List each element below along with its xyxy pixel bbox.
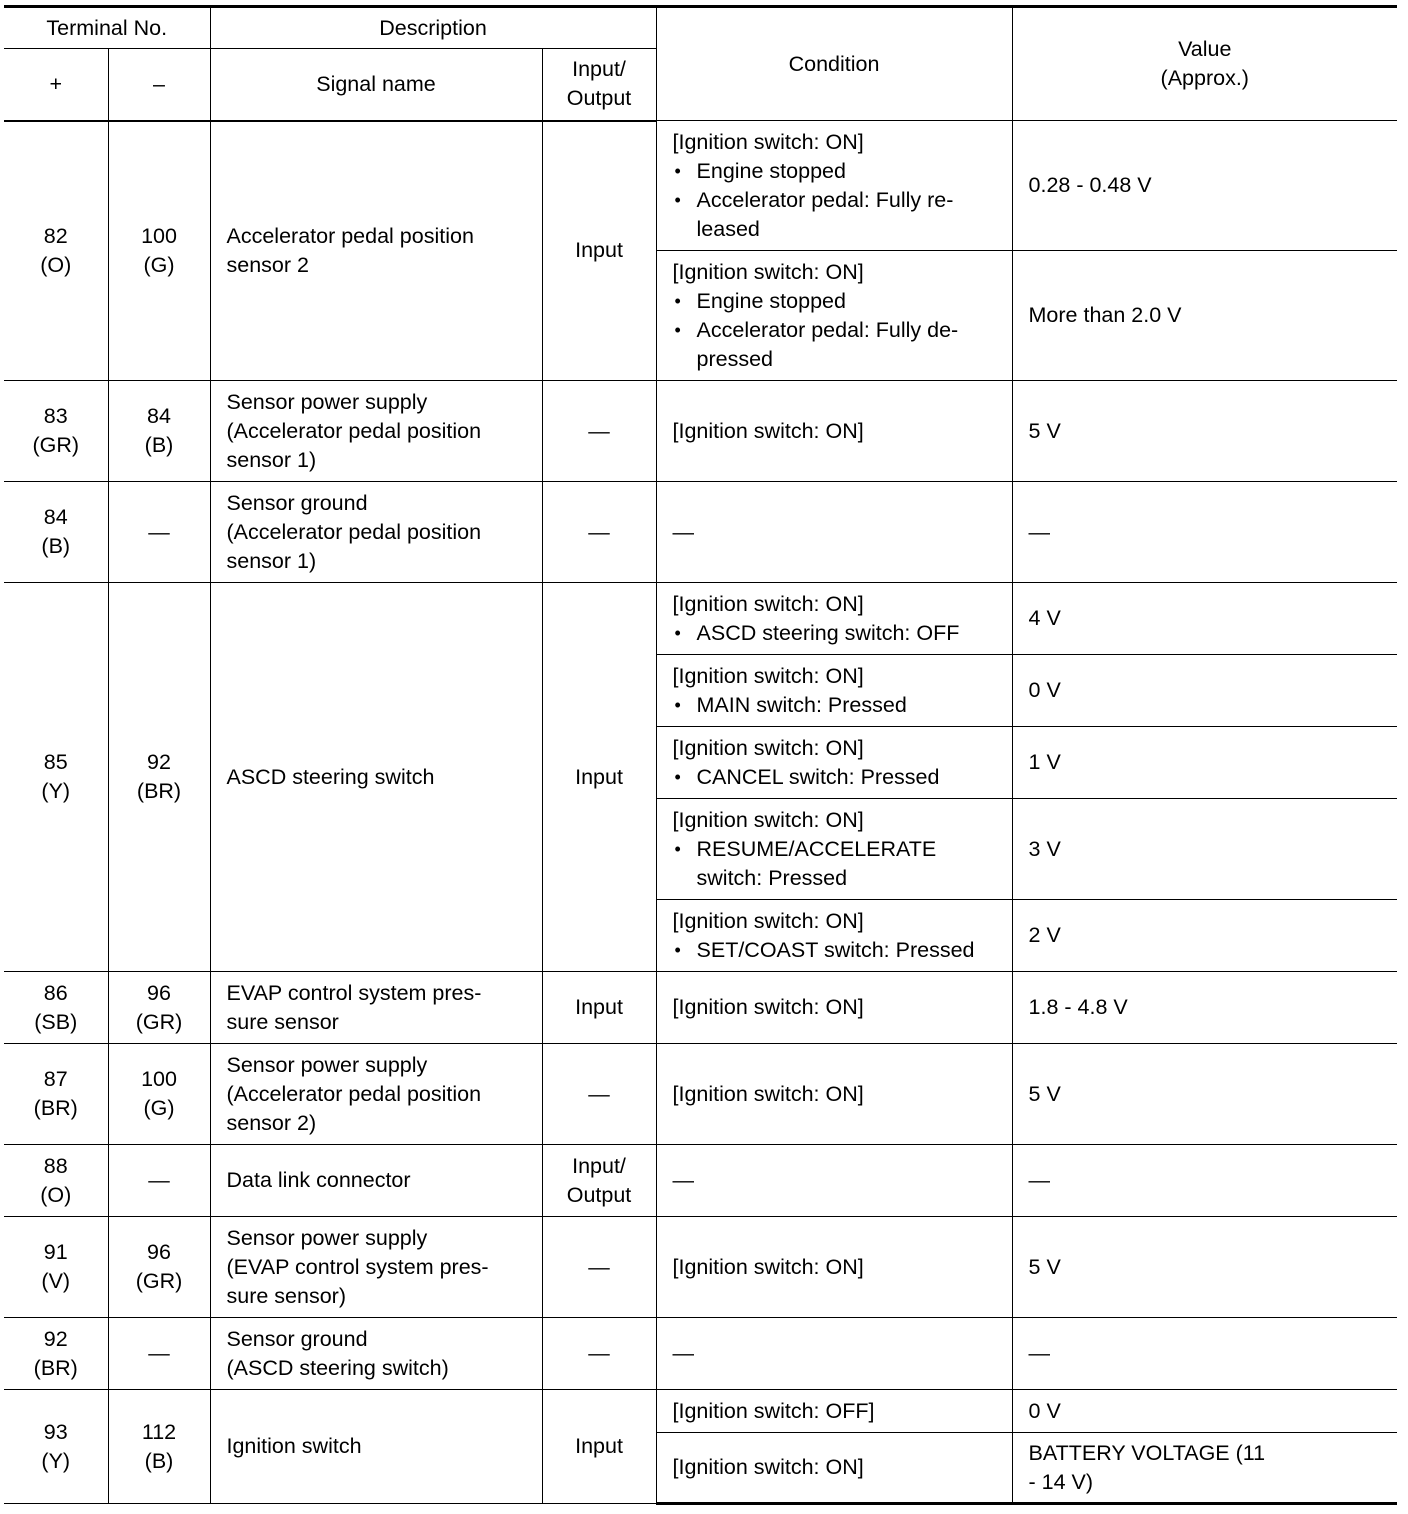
terminal-plus-wire-color: (Y): [41, 779, 71, 803]
value-text: 5 V: [1028, 418, 1061, 443]
terminal-plus: [4, 1390, 108, 1504]
header-value-label: Value: [1178, 37, 1232, 61]
terminal-minus-number: 100: [141, 1067, 177, 1091]
signal-name: [210, 1145, 542, 1217]
terminal-minus-number: 84: [147, 404, 171, 428]
input-output-value: —: [588, 519, 610, 544]
terminal-minus: [108, 1318, 210, 1390]
input-output: [542, 1145, 656, 1217]
condition: [656, 1217, 1012, 1318]
terminal-minus-number: —: [148, 519, 170, 544]
header-row-1: [4, 7, 1397, 49]
condition-bullet-item: • MAIN switch: Pressed: [673, 691, 1006, 720]
signal-name: [210, 972, 542, 1044]
terminal-minus-number: —: [148, 1168, 170, 1192]
terminal-plus: [4, 121, 108, 381]
value: [1012, 1390, 1397, 1433]
table-row: [4, 1145, 1397, 1217]
condition-head: —: [672, 519, 695, 544]
terminal-minus: [108, 1217, 210, 1318]
terminal-minus-number: 92: [147, 750, 171, 774]
signal-name-line: Data link connector: [226, 1168, 411, 1192]
condition: [656, 1433, 1012, 1504]
condition-bullets: [673, 691, 1006, 720]
table-row: [4, 482, 1397, 583]
terminal-minus-number: 112: [141, 1419, 177, 1444]
terminal-plus-wire-color: (B): [41, 534, 71, 558]
input-output-value: Input: [575, 995, 623, 1019]
value-text: 5 V: [1028, 1254, 1061, 1279]
terminal-minus-wire-color: (G): [143, 1096, 175, 1120]
signal-name-line: sensor 1): [226, 447, 317, 472]
condition-bullet-item: • SET/COAST switch: Pressed: [673, 936, 1006, 965]
terminal-minus-wire-color: (GR): [135, 1269, 183, 1293]
condition: [656, 900, 1012, 972]
condition: [656, 727, 1012, 799]
signal-name: [210, 381, 542, 482]
terminal-plus: [4, 1217, 108, 1318]
condition: [656, 1044, 1012, 1145]
input-output-value: —: [588, 1254, 610, 1279]
condition-head: [Ignition switch: ON]: [672, 735, 864, 760]
terminal-plus-number: 84: [43, 505, 68, 529]
value: [1012, 121, 1397, 251]
table-body: [4, 121, 1397, 1504]
table-row: [4, 1390, 1397, 1433]
condition-head: [Ignition switch: OFF]: [672, 1398, 875, 1423]
terminal-plus-number: 92: [43, 1326, 68, 1351]
value: [1012, 1217, 1397, 1318]
terminal-plus-wire-color: (V): [41, 1269, 71, 1293]
signal-name-line: ASCD steering switch: [226, 764, 435, 789]
terminal-minus: [108, 1145, 210, 1217]
terminal-plus: [4, 972, 108, 1044]
input-output-value: Input/ Output: [566, 1153, 632, 1207]
signal-name: [210, 121, 542, 381]
signal-name-line: (Accelerator pedal position: [226, 418, 482, 443]
signal-name: [210, 583, 542, 972]
signal-name-line: (Accelerator pedal position: [226, 519, 482, 544]
table-row: [4, 972, 1397, 1044]
signal-name-line: sure sensor): [226, 1283, 346, 1308]
terminal-plus-number: 88: [43, 1153, 68, 1178]
signal-name: [210, 1217, 542, 1318]
terminal-plus: [4, 583, 108, 972]
signal-name-line: sensor 2): [226, 1110, 317, 1135]
value-text: 0.28 - 0.48 V: [1028, 173, 1152, 197]
value-text: —: [1028, 519, 1051, 544]
terminal-minus: [108, 381, 210, 482]
signal-name: [210, 1044, 542, 1145]
input-output-value: Input: [575, 1434, 623, 1458]
value: [1012, 482, 1397, 583]
header-condition: Condition: [656, 7, 1012, 121]
condition: [656, 251, 1012, 381]
value-text: 1 V: [1028, 750, 1061, 774]
condition: [656, 972, 1012, 1044]
terminal-plus-number: 82: [43, 223, 68, 248]
condition: [656, 121, 1012, 251]
input-output: [542, 121, 656, 381]
condition-head: [Ignition switch: ON]: [672, 129, 864, 154]
signal-name-line: Sensor ground: [226, 490, 368, 515]
terminal-plus: [4, 1145, 108, 1217]
header-minus: –: [108, 49, 210, 121]
input-output-value: Input: [575, 764, 623, 789]
terminal-minus-wire-color: (BR): [136, 779, 182, 803]
table-row: [4, 381, 1397, 482]
value: [1012, 655, 1397, 727]
condition: [656, 655, 1012, 727]
terminal-minus-wire-color: (B): [144, 433, 174, 457]
signal-name-line: EVAP control system pres-: [226, 980, 482, 1005]
condition-bullet-item: • ASCD steering switch: OFF: [673, 619, 1006, 648]
value: [1012, 1044, 1397, 1145]
terminal-plus-wire-color: (BR): [33, 1096, 78, 1120]
condition: [656, 381, 1012, 482]
condition-bullets: [673, 936, 1006, 965]
header-io-line-1: Input/: [572, 57, 626, 82]
condition: [656, 482, 1012, 583]
condition-bullet-item: • RESUME/ACCELERATE switch: Pressed: [673, 835, 1006, 893]
signal-name-line: Accelerator pedal position: [226, 223, 474, 248]
terminal-plus-number: 87: [43, 1067, 68, 1091]
terminal-plus-wire-color: (Y): [41, 1448, 71, 1473]
condition-head: —: [672, 1341, 695, 1365]
terminal-plus-wire-color: (BR): [33, 1355, 78, 1380]
terminal-minus: [108, 482, 210, 583]
value-text: More than 2.0 V: [1028, 303, 1182, 327]
input-output: [542, 972, 656, 1044]
condition: [656, 1390, 1012, 1433]
signal-name-line: sure sensor: [226, 1009, 339, 1034]
table-row: [4, 583, 1397, 655]
terminal-plus: [4, 1318, 108, 1390]
value-text: —: [1028, 1341, 1051, 1365]
condition-head: [Ignition switch: ON]: [672, 663, 864, 688]
terminal-minus: [108, 1044, 210, 1145]
table-row: [4, 1217, 1397, 1318]
condition-head: [Ignition switch: ON]: [672, 1254, 864, 1279]
header-signal-name: Signal name: [210, 49, 542, 121]
signal-name-line: Sensor power supply: [226, 1052, 428, 1077]
header-description: Description: [210, 7, 656, 49]
signal-name-line: (ASCD steering switch): [226, 1355, 449, 1380]
signal-name-line: sensor 1): [226, 548, 317, 573]
table-row: [4, 1044, 1397, 1145]
terminal-plus-wire-color: (SB): [34, 1009, 78, 1034]
signal-name: [210, 482, 542, 583]
value-text: BATTERY VOLTAGE (11 - 14 V): [1028, 1440, 1266, 1494]
input-output-value: Input: [575, 238, 623, 263]
value-text: 4 V: [1028, 606, 1061, 630]
signal-name-line: Ignition switch: [226, 1434, 362, 1458]
condition: [656, 1145, 1012, 1217]
condition-head: [Ignition switch: ON]: [672, 259, 864, 284]
header-terminal-no: Terminal No.: [4, 7, 210, 49]
header-value: [1012, 7, 1397, 121]
input-output: [542, 1217, 656, 1318]
table-row: [4, 121, 1397, 251]
terminal-plus: [4, 1044, 108, 1145]
terminal-plus-number: 83: [43, 404, 68, 428]
terminal-minus: [108, 972, 210, 1044]
value: [1012, 900, 1397, 972]
condition-bullets: [673, 619, 1006, 648]
header-value-approx: (Approx.): [1160, 66, 1249, 90]
terminal-plus-wire-color: (GR): [32, 433, 80, 457]
condition-head: [Ignition switch: ON]: [672, 908, 864, 933]
signal-name-line: Sensor power supply: [226, 389, 428, 414]
value: [1012, 972, 1397, 1044]
signal-name-line: (EVAP control system pres-: [226, 1254, 489, 1279]
terminal-plus-wire-color: (O): [40, 1182, 72, 1207]
value: [1012, 727, 1397, 799]
terminal-minus-wire-color: (B): [144, 1448, 174, 1473]
input-output: [542, 583, 656, 972]
terminal-minus-wire-color: (G): [143, 252, 175, 277]
condition-bullets: [673, 763, 1006, 792]
condition-head: [Ignition switch: ON]: [672, 807, 864, 832]
table-row: [4, 1318, 1397, 1390]
terminal-minus: [108, 1390, 210, 1504]
input-output-value: —: [588, 1081, 610, 1106]
condition-bullets: [673, 157, 1006, 244]
terminal-plus-number: 86: [43, 980, 68, 1005]
condition: [656, 1318, 1012, 1390]
condition-head: [Ignition switch: ON]: [672, 995, 864, 1019]
terminal-minus-number: 100: [141, 223, 177, 248]
header-io-line-2: Output: [566, 86, 632, 111]
terminal-minus-wire-color: (GR): [135, 1009, 183, 1034]
value: [1012, 381, 1397, 482]
condition-bullet-item: • Accelerator pedal: Fully re-leased: [673, 186, 1006, 244]
terminal-minus: [108, 583, 210, 972]
value-text: 0 V: [1028, 1398, 1061, 1423]
value-text: 3 V: [1028, 836, 1061, 861]
signal-name-line: Sensor power supply: [226, 1225, 428, 1250]
value: [1012, 1433, 1397, 1504]
signal-name-line: sensor 2: [226, 252, 309, 277]
value-text: 5 V: [1028, 1081, 1061, 1106]
value: [1012, 583, 1397, 655]
input-output: [542, 381, 656, 482]
value: [1012, 799, 1397, 900]
terminal-plus-number: 91: [43, 1240, 68, 1264]
signal-name-line: Sensor ground: [226, 1326, 368, 1351]
terminal-plus: [4, 381, 108, 482]
value: [1012, 251, 1397, 381]
terminal-plus-number: 85: [43, 750, 68, 774]
terminal-plus: [4, 482, 108, 583]
signal-name-line: (Accelerator pedal position: [226, 1081, 482, 1106]
input-output: [542, 1044, 656, 1145]
terminal-plus-number: 93: [43, 1419, 68, 1444]
terminal-minus-number: 96: [147, 980, 171, 1005]
value: [1012, 1145, 1397, 1217]
condition-head: [Ignition switch: ON]: [672, 1081, 864, 1106]
input-output: [542, 1318, 656, 1390]
terminal-minus-number: —: [148, 1341, 170, 1365]
signal-name: [210, 1318, 542, 1390]
terminal-spec-table: [4, 5, 1397, 1505]
value-text: 0 V: [1028, 678, 1061, 702]
input-output-value: —: [588, 418, 610, 443]
condition-bullets: [673, 287, 1006, 374]
input-output: [542, 482, 656, 583]
condition-head: [Ignition switch: ON]: [672, 418, 864, 443]
condition-head: —: [672, 1168, 695, 1192]
header-input-output: [542, 49, 656, 121]
terminal-minus: [108, 121, 210, 381]
condition: [656, 799, 1012, 900]
condition-head: [Ignition switch: ON]: [672, 1455, 864, 1479]
header-plus: +: [4, 49, 108, 121]
condition-bullet-item: • Accelerator pedal: Fully de-pressed: [673, 316, 1006, 374]
condition-bullets: [673, 835, 1006, 893]
condition-bullet-item: • Engine stopped: [673, 157, 1006, 186]
value-text: 2 V: [1028, 923, 1061, 947]
input-output: [542, 1390, 656, 1504]
signal-name: [210, 1390, 542, 1504]
terminal-plus-wire-color: (O): [40, 252, 72, 277]
value-text: 1.8 - 4.8 V: [1028, 995, 1128, 1019]
condition: [656, 583, 1012, 655]
value-text: —: [1028, 1168, 1051, 1192]
condition-bullet-item: • Engine stopped: [673, 287, 1006, 316]
condition-bullet-item: • CANCEL switch: Pressed: [673, 763, 1006, 792]
input-output-value: —: [588, 1341, 610, 1365]
condition-head: [Ignition switch: ON]: [672, 591, 864, 616]
value: [1012, 1318, 1397, 1390]
terminal-minus-number: 96: [147, 1240, 171, 1264]
